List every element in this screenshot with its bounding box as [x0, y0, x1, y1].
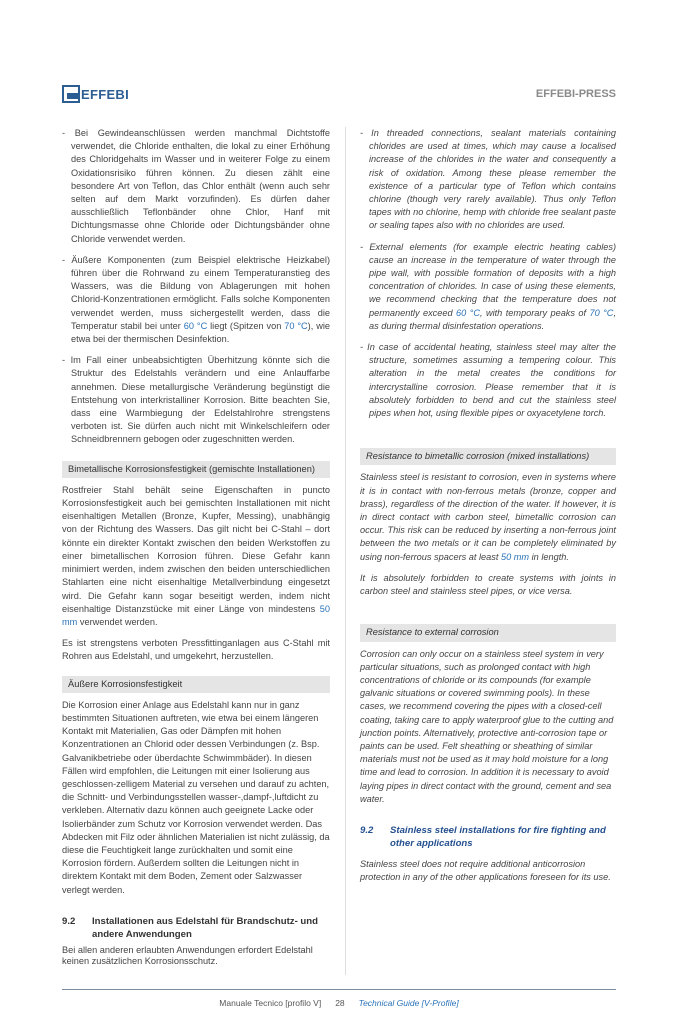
bullet-external-components: - Äußere Komponenten (zum Beispiel elektrische Heizkabel) führen über die Rohrwand zu einem Temperaturanstieg des Wassers, was die Bildung von Ablagerungen mit hohen Chlorid-Konzentrationen ermöglicht. Falls solche Komponenten verwendet werden, muss sichergestellt werden, dass die Temperatur stabil bei unter 60 °C liegt (Spitzen von 70 °C), wie etwa bei der thermischen Desinfektion.: [62, 254, 330, 345]
external-paragraph: Die Korrosion einer Anlage aus Edelstahl kann nur in ganz bestimmten Situationen auftreten, wie etwa bei einem längeren Kontakt mit Materialien, Gas oder Dämpfen mit hohen Konzentrationen an Chlorid oder dessen Verbindungen (z. Bsp. Galvanikbetriebe oder überdachte Schwimmbäder). In diesen Fällen wird empfohlen, die Leitungen mit einer Isolierung aus geschlossen-zelligem Material zu versehen und darauf zu achten, die Schnitt- und Verbindungsstellen wasser-,dampf-,luftdicht zu verkleben. Alternativ dazu können auch geeignete Lacke oder Isolierbänder zum Schutz vor Korrosion verwendet werden. Das Abdecken mit Filz oder ähnlichen Materialien ist nicht zulässig, da diese die Feuchtigkeit lange zurückhalten und somit eine Korrosion fördern. Außerdem sollten die Leitungen nicht in direktem Kontakt mit dem Boden, Zement oder Salzwasser verlegt werden.: [62, 699, 330, 895]
effebi-logo: EFFEBI: [62, 85, 129, 103]
section-paragraph: Stainless steel does not require additional anticorrosion protection in any of the other applications foreseen for its use.: [360, 858, 611, 883]
heading-bimetal: Bimetallische Korrosionsfestigkeit (gemischte Installationen): [62, 461, 330, 478]
footer-divider: [62, 989, 616, 990]
bullet-overheating: - Im Fall einer unbeabsichtigten Überhitzung könnte sich die Struktur des Edelstahls verändern und eine Anlauffarbe annehmen. Diese metallurgische Veränderung begünstigt die Entstehung von interkristalliner Korrosion. Bitte beachten Sie, dass eine Warmbiegung der Edelstahlrohre strengstens verboten ist. Sie dürfen auch nicht mit Winkelschleifern oder Schneidbrennern gebogen oder zugeschnitten werden.: [62, 355, 330, 445]
footer-left: Manuale Tecnico [profilo V]: [219, 997, 322, 1008]
external-paragraph: Corrosion can only occur on a stainless steel system in very particular situations, such as prolonged contact with high concentrations of chloride or its compounds (for example galvanic situations or covered swimming pools). In these cases, we recommend covering the pipes with a closed-cell coating, taking care to apply waterproof glue to the cutting and junction points. Alternatively, protective anti-corrosion tape or paints can be used. Felt sheathing or sheathing of similar materials must not be used as it may hold moisture for a long time and lead to corrosion. In addition it is necessary to avoid laying pipes in direct contact with the ground, cement and sea water.: [360, 648, 614, 804]
two-column-body: [62, 127, 616, 975]
column-divider: [345, 127, 346, 975]
english-column: [360, 127, 616, 975]
section-paragraph: Bei allen anderen erlaubten Anwendungen erfordert Edelstahl keinen zusätzlichen Korrosionsschutz.: [62, 944, 313, 966]
footer-right: Technical Guide [V-Profile]: [358, 997, 459, 1008]
bimetal-paragraph: Rostfreier Stahl behält seine Eigenschaften in puncto Korrosionsfestigkeit auch bei gemischten Installationen mit nicht eisenhaltigen Metallen (Bronze, Kupfer, Messing), unabhängig von der Richtung des Wassers. Das gilt nicht bei C-Stahl – dort könnte ein direkter Kontakt zwischen den beiden Werkstoffen zu einer bimetallischen Korrosion führen. Diese Gefahr kann minimiert werden, indem zwischen den beiden unterschiedlichen Stahlarten eine nicht eisenhaltige Metallverbindung eingesetzt wird. Die Gefahr kann sogar beseitigt werden, indem nicht eisenhaltige Distanzstücke mit einer Länge von mindestens 50 mm verwendet werden.: [62, 484, 331, 627]
bimetal-paragraph: Stainless steel is resistant to corrosion, even in systems where it is in contact with non-ferrous metals (bronze, copper and brass), regardless of the direction of the water. If however, it is in direct contact with carbon steel, bimetallic corrosion can occur. This risk can be reduced by inserting a non-ferrous joint between the two metals or it can be completely eliminated by using non-ferrous spacers at least 50 mm in length.: [360, 472, 616, 562]
section-heading: 9.2 Installationen aus Edelstahl für Brandschutz- und andere Anwendungen: [62, 915, 319, 940]
logo-icon: [62, 85, 80, 103]
header-press: EFFEBI-PRESS: [535, 88, 616, 100]
section-heading: 9.2 Stainless steel installations for fire fighting and other applications: [360, 824, 606, 849]
german-column: [62, 127, 330, 975]
bullet-sealants: - In threaded connections, sealant materials containing chlorides are used at times, which may cause a localised increase of the chlorides in the water and consequently a risk of oxidation. Among these please remember the existence of a particular type of Teflon which contains chlorine (though very rarely available). Thus only Teflon tapes with no chlorine, hemp with chloride free sealant paste or sealing tapes also with no chlorides are used.: [360, 128, 616, 231]
heading-external: Äußere Korrosionsfestigkeit: [62, 676, 330, 693]
bimetal-warning: It is absolutely forbidden to create systems with joints in carbon steel and stainless steel pipes, or vice versa.: [360, 572, 616, 597]
page-number: 28: [335, 997, 345, 1008]
bullet-sealants: - Bei Gewindeanschlüssen werden manchmal Dichtstoffe verwendet, die Chloride enthalten, die lokal zu einer Erhöhung des Chloridgehalts im Wasser und in weiterer Folge zu einem Oxidationsrisiko führen können. Zu diesen zählt eine besondere Art von Teflon, das Chlor enthält (wenn auch sehr selten auf dem Markt vorzufinden). Es dürfen daher ausschließlich Teflonbänder ohne Chlor, Hanf mit Dichtungsmasse ohne Chloride oder Dichtungsbänder ohne Chloride verwendet werden.: [62, 128, 330, 244]
heading-external: Resistance to external corrosion: [360, 624, 616, 641]
bullet-external-components: - External elements (for example electric heating cables) cause an increase in the temperature of water through the pipe wall, with possible formation of deposits with a high concentration of chlorides. In case of using these elements, we recommend checking that the temperature does not permanently exceed 60 °C, with temporary peaks of 70 °C, as during thermal disinfestation operations.: [360, 241, 616, 331]
page-footer: [62, 998, 616, 1008]
page-header: [62, 84, 616, 104]
bullet-overheating: - In case of accidental heating, stainless steel may alter the structure, sometimes assuming a tempering colour. This alteration in the metal creates the conditions for intercrystalline corrosion. Please remember that it is absolutely forbidden to bend and cut the stainless steel pipes when hot, using flexible pipes or oxyacetylene torch.: [360, 342, 616, 419]
bimetal-warning: Es ist strengstens verboten Pressfittinganlagen aus C-Stahl mit Rohren aus Edelstahl, und umgekehrt, herzustellen.: [62, 638, 330, 662]
heading-bimetal: Resistance to bimetallic corrosion (mixed installations): [360, 448, 616, 465]
